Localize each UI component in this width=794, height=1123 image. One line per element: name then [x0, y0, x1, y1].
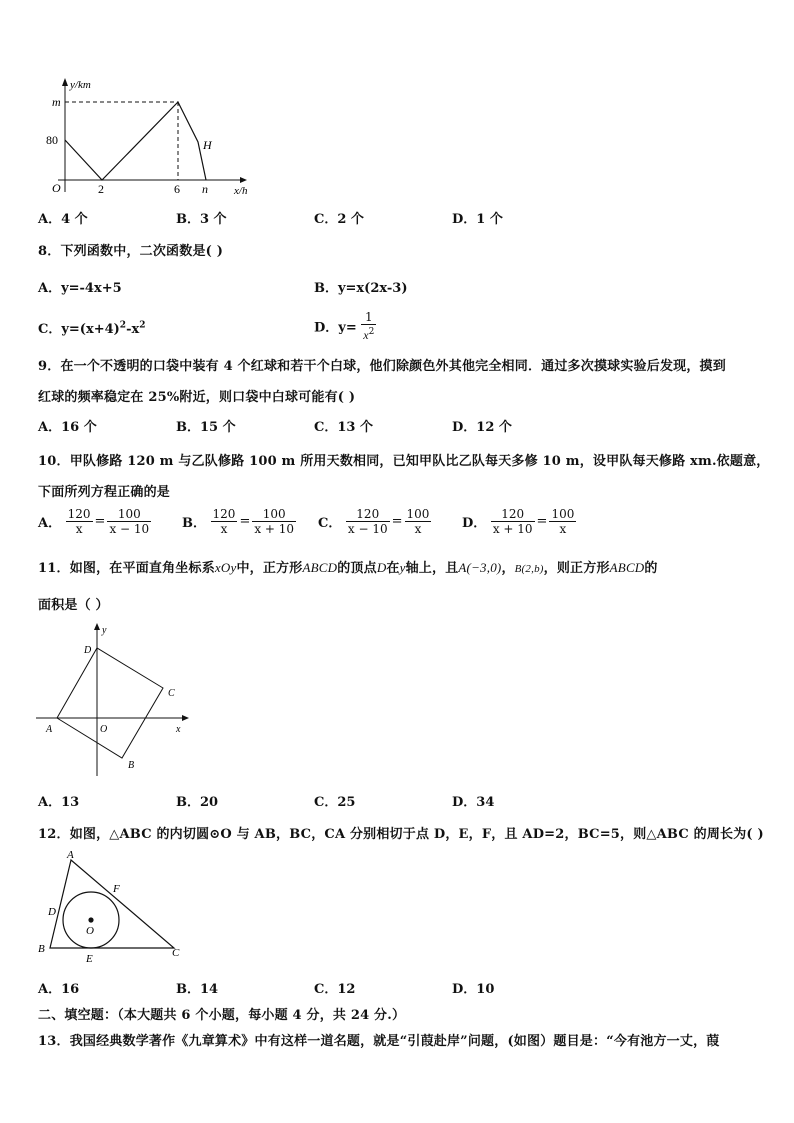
q12-label-o: O: [86, 925, 94, 937]
q10-c-right-num: 100: [406, 507, 430, 521]
q7-option-d[interactable]: D．1 个: [452, 212, 503, 227]
q8-option-c[interactable]: [38, 318, 145, 337]
y-axis-label: y/km: [70, 79, 91, 91]
square-abcd: [57, 648, 163, 758]
center-o-dot: [88, 917, 93, 922]
square-abcd-figure: [36, 622, 196, 782]
q9-option-c[interactable]: C．13 个: [314, 420, 373, 435]
q10-c-left-den: x − 10: [347, 522, 388, 536]
q7-option-a[interactable]: A．4 个: [38, 212, 88, 227]
q10-d-right-num: 100: [551, 507, 575, 521]
q10-a-label: A．: [38, 516, 62, 531]
q10-c-eq: =: [391, 514, 403, 529]
q9-stem-line2: 红球的频率稳定在 25%附近，则口袋中白球可能有( ): [38, 390, 356, 405]
point-label-h: H: [203, 138, 212, 152]
q10-b-eq: =: [239, 514, 251, 529]
q11-stem-line1: 11．如图，在平面直角坐标系xOy中，正方形ABCD的顶点D在y轴上，且A(−3,0)，B(2,b)，则正方形ABCD的: [38, 560, 658, 576]
q11-d: D: [376, 560, 387, 575]
q12-option-d[interactable]: D．10: [452, 982, 495, 997]
q8-stem: 8．下列函数中，二次函数是( ): [38, 244, 224, 259]
q11-stem-line2: 面积是（ ）: [38, 598, 109, 613]
q8-d-den: x: [363, 328, 369, 342]
q11-xoy: xOy: [214, 560, 237, 575]
q11-option-a[interactable]: A．13: [38, 795, 80, 810]
q8-d-den-sup: 2: [368, 327, 375, 337]
q10-c-left-frac: [346, 507, 390, 536]
section-2-heading: 二、填空题：（本大题共 6 个小题，每小题 4 分，共 24 分.）: [38, 1008, 406, 1023]
q10-c-right-den: x: [414, 522, 422, 536]
distance-time-graph: [44, 74, 264, 200]
q10-option-b[interactable]: [182, 507, 296, 536]
q12-label-a: A: [67, 849, 74, 861]
y-label-80: 80: [46, 133, 58, 147]
q11-label-o: O: [100, 724, 108, 735]
q12-option-b[interactable]: B．14: [176, 982, 219, 997]
q10-b-label: B．: [182, 516, 206, 531]
q11-x-arrow-icon: [182, 715, 189, 721]
q10-c-right-frac: [405, 507, 432, 536]
q11-label-b: B: [128, 760, 135, 771]
q11-option-c[interactable]: C．25: [314, 795, 356, 810]
q10-d-label: D．: [462, 516, 487, 531]
q8-c-pre: C．y=(x+4): [38, 322, 120, 337]
q8-c-sup2: 2: [139, 320, 146, 331]
graph-line: [65, 102, 206, 180]
q10-d-eq: =: [536, 514, 548, 529]
q10-option-c[interactable]: [318, 507, 431, 536]
q10-a-left-frac: [66, 507, 93, 536]
x-label-n: n: [202, 182, 208, 196]
q11-label-a: A: [46, 724, 53, 735]
q10-d-left-num: 120: [491, 507, 535, 522]
q11-y: y: [399, 560, 406, 575]
q10-b-right-num: 100: [252, 507, 296, 522]
q10-a-left-num: 120: [67, 507, 91, 521]
q10-b-right-den: x + 10: [254, 522, 295, 536]
x-label-6: 6: [174, 182, 180, 196]
q13-stem: 13．我国经典数学著作《九章算术》中有这样一道名题，就是“引葭赴岸”问题，(如图）题目是：“今有池方一丈，葭: [38, 1034, 720, 1049]
x-label-2: 2: [98, 182, 104, 196]
y-axis-arrow-icon: [62, 78, 68, 86]
q8-option-d[interactable]: [314, 310, 376, 342]
q12-label-e: E: [86, 953, 93, 965]
q10-d-right-frac: [549, 507, 576, 536]
q9-option-a[interactable]: A．16 个: [38, 420, 97, 435]
origin-label: O: [52, 181, 61, 195]
q12-label-c: C: [172, 947, 180, 959]
q11-option-b[interactable]: B．20: [176, 795, 219, 810]
y-label-m: m: [52, 95, 61, 109]
q12-label-b: B: [38, 943, 45, 955]
q10-d-left-den: x + 10: [492, 522, 533, 536]
q8-c-post: -x: [126, 322, 140, 337]
q10-b-left-num: 120: [212, 507, 236, 521]
q8-c-sup: 2: [119, 320, 127, 331]
q10-c-left-num: 120: [346, 507, 390, 522]
q11-label-d: D: [84, 645, 92, 656]
q10-d-left-frac: [491, 507, 535, 536]
q10-b-left-frac: [211, 507, 238, 536]
x-axis-label: x/h: [234, 185, 248, 197]
q12-option-a[interactable]: A．16: [38, 982, 80, 997]
q12-stem: 12．如图，△ABC 的内切圆⊙O 与 AB，BC，CA 分别相切于点 D，E，F，且 AD=2，BC=5，则△ABC 的周长为( ): [38, 827, 764, 842]
q11-option-d[interactable]: D．34: [452, 795, 495, 810]
q10-a-right-frac: [107, 507, 151, 536]
q9-option-b[interactable]: B．15 个: [176, 420, 236, 435]
q10-c-label: C．: [318, 516, 342, 531]
q11-label-c: C: [168, 688, 175, 699]
q7-option-c[interactable]: C．2 个: [314, 212, 364, 227]
q11-y-arrow-icon: [94, 623, 100, 630]
q9-option-d[interactable]: D．12 个: [452, 420, 512, 435]
q10-option-d[interactable]: [462, 507, 576, 536]
q10-option-a[interactable]: [38, 507, 151, 536]
q8-option-a[interactable]: A．y=-4x+5: [38, 281, 122, 296]
q11-abcd: ABCD: [302, 560, 338, 575]
q10-b-right-frac: [252, 507, 296, 536]
q8-option-b[interactable]: B．y=x(2x-3): [314, 281, 408, 296]
q8-d-pre: D．y=: [314, 320, 357, 336]
q10-d-right-den: x: [559, 522, 567, 536]
q10-a-left-den: x: [75, 522, 83, 536]
q12-option-c[interactable]: C．12: [314, 982, 356, 997]
q10-a-right-num: 100: [107, 507, 151, 522]
q11-abcd-2: ABCD: [609, 560, 645, 575]
x-axis-arrow-icon: [240, 177, 247, 183]
incircle-triangle-figure: [34, 844, 194, 968]
q10-stem-line1: 10．甲队修路 120 m 与乙队修路 100 m 所用天数相同，已知甲队比乙队每天多修 10 m，设甲队每天修路 xm.依题意，: [38, 454, 770, 469]
q10-stem-line2: 下面所列方程正确的是: [38, 485, 171, 500]
q7-option-b[interactable]: B．3 个: [176, 212, 227, 227]
q11-label-x: x: [176, 724, 181, 735]
q10-a-right-den: x − 10: [109, 522, 150, 536]
q8-d-num: 1: [361, 310, 376, 325]
q10-b-left-den: x: [220, 522, 228, 536]
q11-label-y: y: [102, 625, 107, 636]
q11-point-a: A(−3,0): [458, 560, 502, 575]
q9-stem-line1: 9．在一个不透明的口袋中装有 4 个红球和若干个白球，他们除颜色外其他完全相同．通过多次摸球实验后发现，摸到: [38, 359, 726, 374]
q11-point-b: B(2,b): [514, 563, 544, 575]
q10-a-eq: =: [94, 514, 106, 529]
q12-label-d: D: [48, 906, 56, 918]
q12-label-f: F: [113, 883, 120, 895]
q8-d-fraction: [361, 310, 376, 342]
